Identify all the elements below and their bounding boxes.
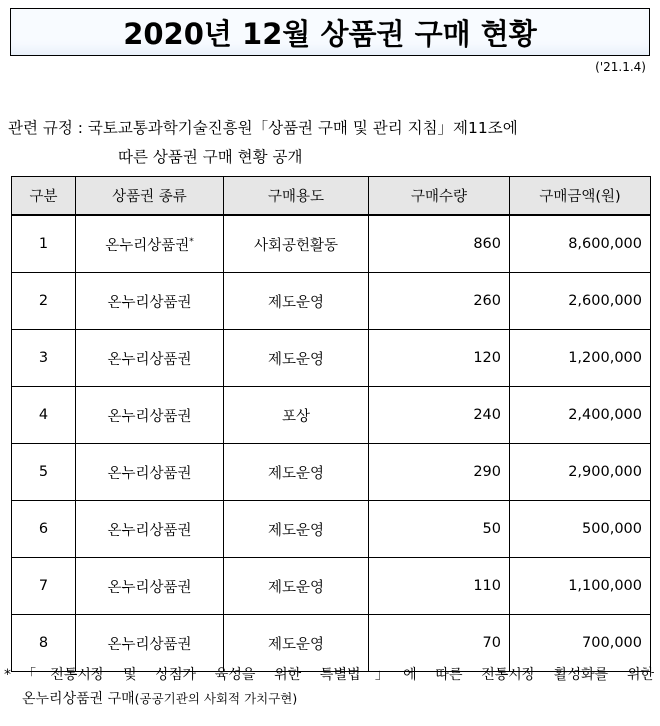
cell-quantity-text: 70	[482, 635, 501, 651]
table-row	[12, 387, 651, 444]
cell-quantity	[369, 501, 510, 558]
cell-amount	[510, 558, 651, 615]
cell-quantity-text: 290	[473, 464, 501, 480]
cell-quantity	[369, 558, 510, 615]
cell-quantity-text: 50	[482, 521, 501, 537]
cell-purpose-text: 사회공헌활동	[253, 237, 339, 254]
cell-voucher-type	[76, 444, 224, 501]
cell-quantity	[369, 273, 510, 330]
cell-purpose	[224, 330, 369, 387]
cell-no-text: 2	[38, 293, 49, 309]
cell-purpose	[224, 215, 369, 273]
cell-amount-text: 8,600,000	[568, 236, 642, 252]
table-header-row	[12, 177, 651, 216]
regulation-line-2: 따른 상품권 구매 현황 공개	[118, 148, 303, 166]
cell-no	[12, 444, 76, 501]
cell-purpose	[224, 501, 369, 558]
cell-voucher-type	[76, 387, 224, 444]
cell-no-text: 4	[38, 407, 49, 423]
cell-no	[12, 330, 76, 387]
cell-voucher-type	[76, 615, 224, 672]
cell-voucher-type	[76, 273, 224, 330]
footnote-line-2: 온누리상품권 구매	[22, 691, 135, 707]
cell-voucher-type-text: 온누리상품권	[107, 579, 192, 596]
header-quantity: 구매수량	[369, 177, 510, 216]
cell-purpose-text: 제도운영	[267, 465, 325, 482]
cell-voucher-type-text: 온누리상품권	[107, 294, 192, 311]
cell-voucher-type-text: 온누리상품권	[107, 351, 192, 368]
cell-amount-text: 2,400,000	[568, 407, 642, 423]
cell-amount-text: 1,200,000	[568, 350, 642, 366]
cell-no	[12, 215, 76, 273]
cell-voucher-type	[76, 501, 224, 558]
cell-no-text: 1	[38, 236, 49, 252]
cell-amount	[510, 330, 651, 387]
cell-voucher-type	[76, 558, 224, 615]
cell-voucher-type	[76, 330, 224, 387]
regulation-line-1: 관련 규정 : 국토교통과학기술진흥원「상품권 구매 및 관리 지침」제11조에	[8, 119, 518, 137]
cell-no	[12, 501, 76, 558]
cell-purpose-text: 포상	[281, 408, 310, 425]
table-row	[12, 615, 651, 672]
cell-purpose-text: 제도운영	[267, 579, 325, 596]
cell-amount	[510, 615, 651, 672]
cell-no-text: 5	[38, 464, 49, 480]
cell-purpose	[224, 558, 369, 615]
cell-no-text: 6	[38, 521, 49, 537]
cell-amount-text: 700,000	[582, 635, 642, 651]
cell-no	[12, 387, 76, 444]
page-title: 2020년 12월 상품권 구매 현황	[123, 16, 537, 51]
cell-purpose-text: 제도운영	[267, 522, 325, 539]
cell-amount	[510, 444, 651, 501]
cell-voucher-type	[76, 215, 224, 273]
title-box	[10, 8, 650, 56]
cell-no-text: 3	[38, 350, 49, 366]
header-voucher-type: 상품권 종류	[76, 177, 224, 216]
cell-amount	[510, 387, 651, 444]
document-date: ('21.1.4)	[595, 60, 646, 74]
cell-amount	[510, 215, 651, 273]
cell-voucher-type-text: 온누리상품권	[105, 237, 190, 254]
footnote-line-1: 「전통시장 및 상점가 육성을 위한 특별법」에 따른 전통시장 활성화를 위한	[22, 667, 654, 683]
cell-quantity-text: 110	[473, 578, 501, 594]
cell-purpose-text: 제도운영	[267, 636, 325, 653]
cell-no	[12, 558, 76, 615]
cell-voucher-type-text: 온누리상품권	[107, 636, 192, 653]
purchase-status-table	[11, 176, 651, 672]
cell-purpose	[224, 387, 369, 444]
footnote-line-2-note: (공공기관의 사회적 가치구현)	[134, 691, 298, 706]
cell-quantity	[369, 444, 510, 501]
footnote-marker: *	[189, 236, 194, 247]
cell-voucher-type-text: 온누리상품권	[107, 465, 192, 482]
cell-amount-text: 1,100,000	[568, 578, 642, 594]
table-row	[12, 444, 651, 501]
regulation-note	[8, 114, 658, 172]
cell-purpose	[224, 615, 369, 672]
table-row	[12, 215, 651, 273]
header-no: 구분	[12, 177, 76, 216]
cell-purpose-text: 제도운영	[267, 294, 325, 311]
cell-amount-text: 2,900,000	[568, 464, 642, 480]
cell-quantity	[369, 330, 510, 387]
cell-no	[12, 273, 76, 330]
cell-amount	[510, 273, 651, 330]
table-row	[12, 273, 651, 330]
cell-no-text: 8	[38, 635, 49, 651]
cell-voucher-type-text: 온누리상품권	[107, 522, 192, 539]
cell-quantity	[369, 387, 510, 444]
cell-purpose	[224, 273, 369, 330]
cell-quantity	[369, 215, 510, 273]
cell-purpose	[224, 444, 369, 501]
cell-amount	[510, 501, 651, 558]
table-row	[12, 330, 651, 387]
cell-quantity	[369, 615, 510, 672]
table-row	[12, 501, 651, 558]
cell-purpose-text: 제도운영	[267, 351, 325, 368]
cell-quantity-text: 260	[473, 293, 501, 309]
cell-quantity-text: 860	[473, 236, 501, 252]
footnote-star: *	[4, 667, 11, 683]
cell-quantity-text: 240	[473, 407, 501, 423]
header-purpose: 구매용도	[224, 177, 369, 216]
cell-amount-text: 500,000	[582, 521, 642, 537]
cell-voucher-type-text: 온누리상품권	[107, 408, 192, 425]
table-row	[12, 558, 651, 615]
cell-amount-text: 2,600,000	[568, 293, 642, 309]
cell-no-text: 7	[38, 578, 49, 594]
cell-no	[12, 615, 76, 672]
footnote	[4, 664, 654, 711]
header-amount: 구매금액(원)	[510, 177, 651, 216]
cell-quantity-text: 120	[473, 350, 501, 366]
